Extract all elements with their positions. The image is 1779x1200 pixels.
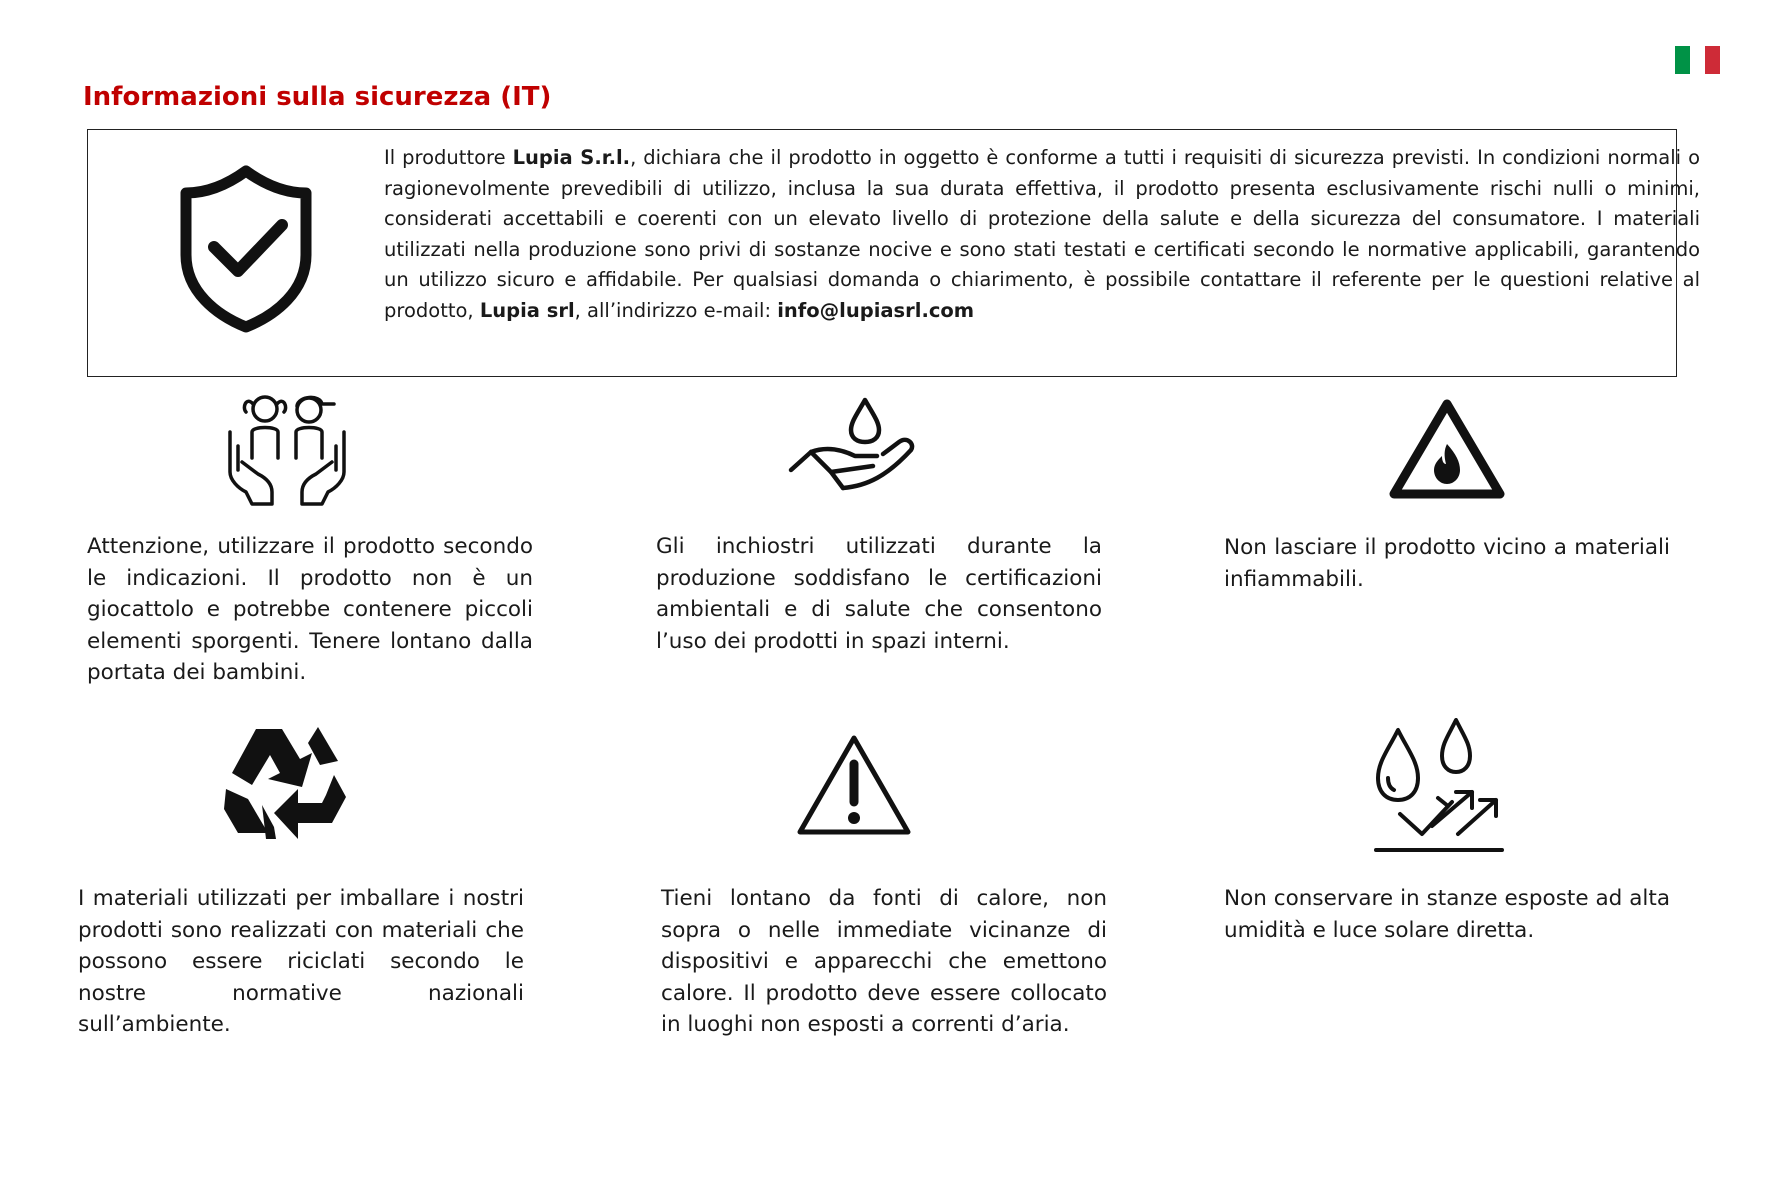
children-hands-icon [222, 388, 352, 506]
hand-drop-icon [787, 396, 921, 496]
ink-certification-text: Gli inchiostri utilizzati durante la produzione soddisfano le certificazioni ambientali e di salute che consentono l’uso dei prodotti in spazi interni. [656, 534, 1102, 654]
contact-email: info@lupiasrl.com [777, 298, 975, 322]
declaration-text: Il produttore Lupia S.r.l., dichiara che il prodotto in oggetto è conforme a tutti i requisiti di sicurezza previsti. In condizioni normali o ragionevolmente prevedibili di utilizzo, inclusa la sua durata effettiva, il prodotto presenta esclusivamente rischi nulli o minimi, considerati accettabili e coerenti con un elevato livello di protezione della salute e della sicurezza del consumatore. I materiali utilizzati nella produzione sono privi di sostanze nocive e sono stati testati e certificati secondo le normative applicabili, garantendo un utilizzo sicuro e affidabile. Per qualsiasi domanda o chiarimento, è possibile contattare il referente per le questioni relative al prodotto, Lupia srl, all’indirizzo e-mail: info@lupiasrl.com [384, 146, 1700, 322]
page-title: Informazioni sulla sicurezza (IT) [83, 82, 552, 112]
heat-warning-text: Tieni lontano da fonti di calore, non sopra o nelle immediate vicinanze di dispositivi e apparecchi che emettono calore. Il prodotto deve essere collocato in luoghi non esposti a correnti d’aria. [661, 886, 1107, 1037]
safety-declaration-box [87, 129, 1700, 377]
shield-check-icon [176, 163, 316, 333]
flammable-warning-icon [1386, 396, 1508, 500]
producer-name: Lupia S.r.l. [512, 146, 631, 169]
children-warning-text: Attenzione, utilizzare il prodotto secondo le indicazioni. Il prodotto non è un giocattolo e potrebbe contenere piccoli elementi sporgenti. Tenere lontano dalla portata dei bambini. [87, 534, 533, 685]
warning-icon [794, 730, 914, 840]
flammable-warning-text: Non lasciare il prodotto vicino a materiali infiammabili. [1224, 535, 1670, 592]
italian-flag-icon [1675, 46, 1720, 74]
humidity-warning-text: Non conservare in stanze esposte ad alta umidità e luce solare diretta. [1224, 886, 1670, 943]
recycling-text: I materiali utilizzati per imballare i nostri prodotti sono realizzati con materiali che possono essere riciclati secondo le nostre normative nazionali sull’ambiente. [78, 886, 524, 1037]
contact-name: Lupia srl [479, 298, 575, 322]
recycle-icon [222, 723, 348, 845]
humidity-icon [1370, 718, 1508, 854]
